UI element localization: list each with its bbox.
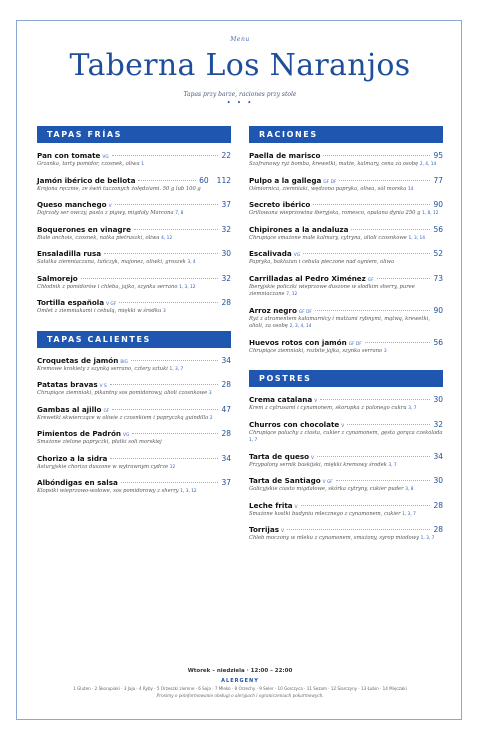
dish-description <box>249 405 443 413</box>
menu-item <box>249 420 443 445</box>
allergen-codes: 1, 3, 7 <box>169 366 184 372</box>
section-raciones <box>249 151 443 355</box>
allergen-codes: 3 <box>383 348 387 354</box>
allergen-codes: 1, 8, 12 <box>422 211 439 216</box>
dish-name: Escalivada <box>249 249 292 258</box>
menu-item <box>249 525 443 543</box>
menu-item-row <box>249 420 443 429</box>
dotted-leader <box>336 480 431 481</box>
dotted-leader <box>320 399 430 400</box>
menu-footer <box>0 668 480 698</box>
menu-item <box>37 380 231 398</box>
menu-item-row <box>249 395 443 404</box>
diet-tags: VG <box>102 155 109 160</box>
dotted-leader <box>317 456 430 457</box>
dish-description-text: Krewetki skwierczące w oliwie z czosnkiem i papryczką guindilla <box>37 414 209 421</box>
dish-description-text: Iberyjskie policzki wieprzowe duszone w słodkim sherry, puree ziemniaczane <box>249 283 415 297</box>
menu-item <box>249 395 443 413</box>
allergen-codes: 3, 7 <box>408 406 417 411</box>
dotted-leader <box>323 155 430 156</box>
dish-name: Jamón ibérico de bellota <box>37 175 136 185</box>
dish-price: 30 <box>221 249 231 258</box>
dish-description <box>249 535 443 543</box>
menu-label: Menu <box>230 36 250 43</box>
menu-item-row <box>37 405 231 414</box>
allergen-codes: 14 <box>407 186 414 192</box>
dotted-leader <box>377 278 431 279</box>
menu-item-row <box>37 356 231 365</box>
menu-item <box>249 452 443 470</box>
dish-description-text: Smażone zielone papryczki, płatki soli morskiej <box>37 439 162 445</box>
dish-description <box>249 511 443 519</box>
allergen-codes: 3, 7 <box>388 462 397 468</box>
dish-description <box>37 439 231 447</box>
menu-item-row <box>249 274 443 283</box>
dish-description <box>37 366 231 374</box>
menu-item-row <box>37 176 231 185</box>
dish-description <box>37 235 231 243</box>
allergen-codes: 4, 12 <box>161 235 173 241</box>
dish-name: Leche frita <box>249 500 293 510</box>
allergen-codes: 1, 3, 12 <box>180 489 197 494</box>
dish-name: Patatas bravas <box>37 380 98 389</box>
dotted-leader <box>134 229 218 230</box>
diet-tags: GF DF <box>323 179 337 185</box>
dish-name: Tortilla española <box>37 298 105 307</box>
dish-price-large: 112 <box>216 175 231 185</box>
menu-header <box>0 36 480 107</box>
dish-name: Carrilladas al Pedro Ximénez <box>249 273 366 283</box>
diet-tags: V <box>294 504 298 510</box>
dish-description-text: Ryż z atramentem kałamarnicy i małżami rybnymi, mątwą, krewetki, alioli, za osobę <box>249 315 430 329</box>
dish-price: 34 <box>221 355 231 365</box>
menu-item <box>249 274 443 299</box>
dish-price: 90 <box>433 305 443 315</box>
restaurant-title: Taberna Los Naranjos <box>69 48 411 83</box>
dish-price: 37 <box>221 478 231 487</box>
dish-description-text: Chrupiące ziemniaki, pikantny sos pomidorowy, alioli czosnkowe <box>37 390 208 396</box>
dish-description-text: Papryka, bakłażan i cebula pieczone nad ogniem, oliwa <box>249 259 395 265</box>
dotted-leader <box>112 155 219 156</box>
menu-item <box>37 249 231 267</box>
dish-description-text: Omlet z ziemniakami i cebulą, miękki w środku <box>37 308 162 314</box>
diet-tags: V S <box>99 384 107 389</box>
dish-description-text: Dojrzały ser owczy, pasta z pigwy, migdały Marcona <box>37 210 174 216</box>
allergen-codes: 7, 12 <box>286 292 298 297</box>
menu-item <box>37 298 231 316</box>
diet-tags: VG <box>123 433 130 438</box>
dish-price: 60 <box>199 175 209 185</box>
diet-tags: V <box>314 399 318 404</box>
diet-tags: GF <box>367 277 374 283</box>
menu-item <box>249 200 443 218</box>
menu-item <box>37 356 231 374</box>
menu-item <box>37 478 231 496</box>
allergen-codes: 12 <box>169 464 176 470</box>
menu-item <box>249 151 443 169</box>
menu-item <box>249 225 443 243</box>
dotted-leader <box>339 180 430 181</box>
dish-price: 28 <box>433 525 443 534</box>
diet-tags: V <box>108 204 112 209</box>
dish-price: 32 <box>221 224 231 234</box>
dish-name: Tarta de queso <box>249 451 310 461</box>
dotted-leader <box>104 253 218 254</box>
dish-description-text: Klopsiki wieprzowo-wołowe, sos pomidorowy z sherry <box>37 488 179 494</box>
dish-description <box>249 186 443 194</box>
dotted-leader <box>365 342 431 343</box>
dish-description <box>249 316 443 331</box>
dish-description-text: Grillowana wieprzowina iberyjska, romesco, opalana dynia 250 g <box>249 210 421 216</box>
dish-price: 28 <box>221 298 231 307</box>
left-column <box>37 126 231 503</box>
dish-description-text: Sałatka ziemniaczana, tuńczyk, majonez, oliwki, groszek <box>37 259 186 265</box>
dotted-leader <box>138 180 196 181</box>
allergen-codes: 1, 3, 7 <box>420 536 435 541</box>
menu-item-row <box>37 151 231 160</box>
allergen-codes: 1, 3, 7 <box>402 511 416 517</box>
section-heading-raciones: RACIONES <box>249 126 443 143</box>
diet-tags: GF <box>103 408 110 414</box>
section-heading-tapas-frias: TAPAS FRÍAS <box>37 126 231 143</box>
menu-item <box>249 306 443 331</box>
dish-price: 37 <box>221 200 231 209</box>
dish-description <box>249 430 443 445</box>
menu-item <box>37 405 231 423</box>
dish-name: Ensaladilla rusa <box>37 249 102 258</box>
diet-tags: V <box>311 455 314 461</box>
dish-description <box>37 161 231 169</box>
allergen-codes: 1, 3, 14 <box>408 235 425 241</box>
section-heading-postres: POSTRES <box>249 370 443 387</box>
dish-name: Paella de marisco <box>249 151 321 160</box>
dish-description-text: Chrupiące paluchy z ciasta, cukier z cynamonem, gęsta gorąca czekolada <box>249 429 443 436</box>
menu-item-row <box>249 176 443 185</box>
dish-name: Albóndigas en salsa <box>37 478 118 487</box>
dish-name: Crema catalana <box>249 395 313 404</box>
dish-name: Gambas al ajillo <box>37 404 102 414</box>
allergen-codes: 3 <box>208 391 212 396</box>
diet-tags: GF DF <box>348 341 362 347</box>
dotted-leader <box>119 302 218 303</box>
menu-item <box>249 476 443 494</box>
dotted-leader <box>351 229 430 230</box>
dish-description <box>249 259 443 267</box>
dotted-leader <box>131 360 219 361</box>
diet-tags: V GF <box>106 302 117 307</box>
menu-item-row <box>249 338 443 347</box>
menu-item-row <box>249 200 443 209</box>
dish-description <box>37 210 231 218</box>
dish-name: Secreto ibérico <box>249 200 311 209</box>
dish-name: Arroz negro <box>249 305 297 315</box>
dish-price: 52 <box>433 249 443 258</box>
dish-description <box>249 235 443 243</box>
menu-item-row <box>37 200 231 209</box>
dish-description <box>37 186 231 194</box>
dotted-leader <box>303 253 430 254</box>
menu-item-row <box>249 151 443 160</box>
dotted-leader <box>81 278 219 279</box>
dish-name: Tarta de Santiago <box>249 476 321 485</box>
allergen-codes: 3, 8 <box>405 487 414 492</box>
dotted-leader <box>121 482 219 483</box>
dish-price: 28 <box>221 380 231 389</box>
dish-description-text: Chleb moczony w mleku z cynamonem, smażony, syrop miodowy <box>249 535 420 541</box>
allergen-codes: 7, 8 <box>175 211 184 216</box>
allergen-codes: 1, 3, 12 <box>179 284 196 290</box>
dish-description-text: Chrupiące smażone małe kalmary, cytryna, alioli czosnkowe <box>249 234 407 241</box>
menu-item-row <box>37 249 231 258</box>
menu-item-row <box>37 478 231 487</box>
dish-name: Boquerones en vinagre <box>37 224 131 234</box>
dish-description <box>249 486 443 494</box>
dotted-leader <box>110 458 218 459</box>
dish-description-text: Galicyjskie ciasto migdałowe, skórka cytryny, cukier puder <box>249 486 404 492</box>
dotted-leader <box>301 505 431 506</box>
dish-description-text: Ośmiornica, ziemniaki, wędzona papryka, oliwa, sól morska <box>249 185 407 192</box>
dotted-leader <box>315 310 431 311</box>
dish-price: 28 <box>221 429 231 438</box>
dish-description-text: Chrupiące ziemniaki, rozbite jajka, szynka serrano <box>249 347 383 354</box>
diet-tags: V <box>281 529 284 534</box>
dish-description-text: Krojona ręcznie, ze świń tuczonych żołędziami. 50 g lub 100 g <box>37 185 201 192</box>
dish-name: Chorizo a la sidra <box>37 453 108 463</box>
section-heading-tapas-calientes: TAPAS CALIENTES <box>37 331 231 348</box>
dish-price: 77 <box>433 175 443 185</box>
menu-item-row <box>249 525 443 534</box>
allergen-codes: 1 <box>141 162 144 167</box>
menu-item <box>249 249 443 267</box>
dish-price: 28 <box>433 500 443 510</box>
dish-price: 56 <box>433 224 443 234</box>
diet-tags: BIG <box>120 359 128 365</box>
allergen-codes: 2, 4, 14 <box>419 162 437 167</box>
dotted-leader <box>313 204 430 205</box>
dish-name: Croquetas de jamón <box>37 355 119 365</box>
allergens-heading: ALERGENY <box>221 678 259 684</box>
dish-price: 34 <box>221 453 231 463</box>
dish-name: Huevos rotos con jamón <box>249 337 347 347</box>
allergen-codes: 3, 4 <box>187 260 196 265</box>
allergens-legend: 1 Gluten · 2 Skorupiaki · 3 Jaja · 4 Ryby · 5 Orzeszki ziemne · 6 Soja · 7 Mleko · 8 Orzechy · 9 Seler · 10 Gorczyca · 11 Sezam · 12 Siarczyny · 13 Łubin · 14 Mięczaki <box>73 686 407 691</box>
dotted-leader <box>287 529 430 530</box>
dish-price: 32 <box>433 419 443 429</box>
dotted-leader <box>347 424 430 425</box>
menu-item <box>37 151 231 169</box>
dietary-note: Prosimy o poinformowanie obsługi o alergiach i ograniczeniach pokarmowych. <box>156 693 324 698</box>
dish-price: 56 <box>433 337 443 347</box>
dotted-leader <box>110 384 219 385</box>
menu-item-row <box>37 429 231 438</box>
dish-description <box>37 488 231 496</box>
allergen-codes: 2 <box>209 415 213 421</box>
dish-price: 34 <box>433 451 443 461</box>
menu-item-row <box>249 476 443 485</box>
dotted-leader <box>115 204 219 205</box>
dish-price: 95 <box>433 151 443 160</box>
dish-name: Pimientos de Padrón <box>37 429 122 438</box>
dish-description <box>249 161 443 169</box>
section-tapas-frias <box>37 151 231 316</box>
dish-description-text: Kremowe krokiety z szynką serrano, cztery sztuki <box>37 365 168 372</box>
menu-item-row <box>249 225 443 234</box>
dish-description-text: Asturyjskie chorizo duszone w wytrawnym cydrze <box>37 463 169 470</box>
dish-description <box>37 284 231 292</box>
dish-price: 30 <box>433 476 443 485</box>
menu-item <box>249 501 443 519</box>
dish-description-text: Grzanka, tarty pomidor, czosnek, oliwa <box>37 161 140 167</box>
dish-price: 47 <box>221 404 231 414</box>
dish-description <box>249 462 443 470</box>
right-column <box>249 126 443 550</box>
dish-name: Salmorejo <box>37 273 78 283</box>
menu-item-row <box>37 454 231 463</box>
dotted-leader <box>132 433 218 434</box>
opening-hours: Wtorek – niedziela · 12:00 – 22:00 <box>187 668 293 674</box>
diet-tags: V GF <box>322 480 333 485</box>
dish-price: 90 <box>433 200 443 209</box>
menu-item-row <box>37 225 231 234</box>
menu-item <box>37 429 231 447</box>
menu-item <box>37 225 231 243</box>
dish-name: Pan con tomate <box>37 151 101 160</box>
dish-description <box>249 348 443 356</box>
dish-description-text: Smażone kostki budyniu mlecznego z cynamonem, cukier <box>249 510 401 517</box>
menu-item <box>37 176 231 194</box>
menu-item <box>249 176 443 194</box>
diet-tags: V <box>341 423 345 429</box>
menu-item <box>249 338 443 356</box>
dish-description-text: Białe anchois, czosnek, natka pietruszki, oliwa <box>37 234 160 241</box>
menu-item-row <box>37 298 231 307</box>
dish-description <box>37 464 231 472</box>
dish-description-text: Przypalony sernik baskijski, miękki kremowy środek <box>249 461 387 468</box>
dotted-leader <box>112 409 218 410</box>
dish-price: 73 <box>433 273 443 283</box>
dish-description-text: Szafranowy ryż bomba, krewetki, małże, kalmary, cena za osobę <box>249 161 419 167</box>
section-postres <box>249 395 443 543</box>
menu-item-row <box>249 501 443 510</box>
dish-name: Chipirones a la andaluza <box>249 224 349 234</box>
decorative-dots: • • • <box>226 99 254 107</box>
diet-tags: VG <box>293 253 301 258</box>
diet-tags: GF DF <box>298 309 312 315</box>
dish-description <box>37 308 231 316</box>
menu-item-row <box>249 306 443 315</box>
allergen-codes: 2, 3, 4, 14 <box>289 324 312 329</box>
allergen-codes: 3 <box>163 309 166 314</box>
dish-name: Churros con chocolate <box>249 419 340 429</box>
menu-item-row <box>37 274 231 283</box>
dish-name: Queso manchego <box>37 200 107 209</box>
dish-description-text: Krem z cytrusami i cynamonem, skorupka z palonego cukru <box>249 405 407 411</box>
dish-description <box>249 284 443 299</box>
dish-description <box>37 259 231 267</box>
menu-item <box>37 200 231 218</box>
menu-item <box>37 454 231 472</box>
dish-price: 30 <box>433 395 443 404</box>
menu-item <box>37 274 231 292</box>
dish-name: Pulpo a la gallega <box>249 175 322 185</box>
dish-price: 22 <box>221 151 231 160</box>
dish-description <box>249 210 443 218</box>
dish-description <box>37 415 231 423</box>
section-tapas-calientes <box>37 356 231 496</box>
dish-price: 32 <box>221 273 231 283</box>
dish-description <box>37 390 231 398</box>
dish-description-text: Chłodnik z pomidorów i chleba, jajko, szynka serrano <box>37 283 178 290</box>
menu-item-row <box>37 380 231 389</box>
allergen-codes: 1, 7 <box>249 438 258 443</box>
menu-item-row <box>249 452 443 461</box>
restaurant-subtitle: Tapas przy barze, raciones przy stole <box>183 91 297 98</box>
menu-item-row <box>249 249 443 258</box>
dish-name: Torrijas <box>249 525 280 534</box>
